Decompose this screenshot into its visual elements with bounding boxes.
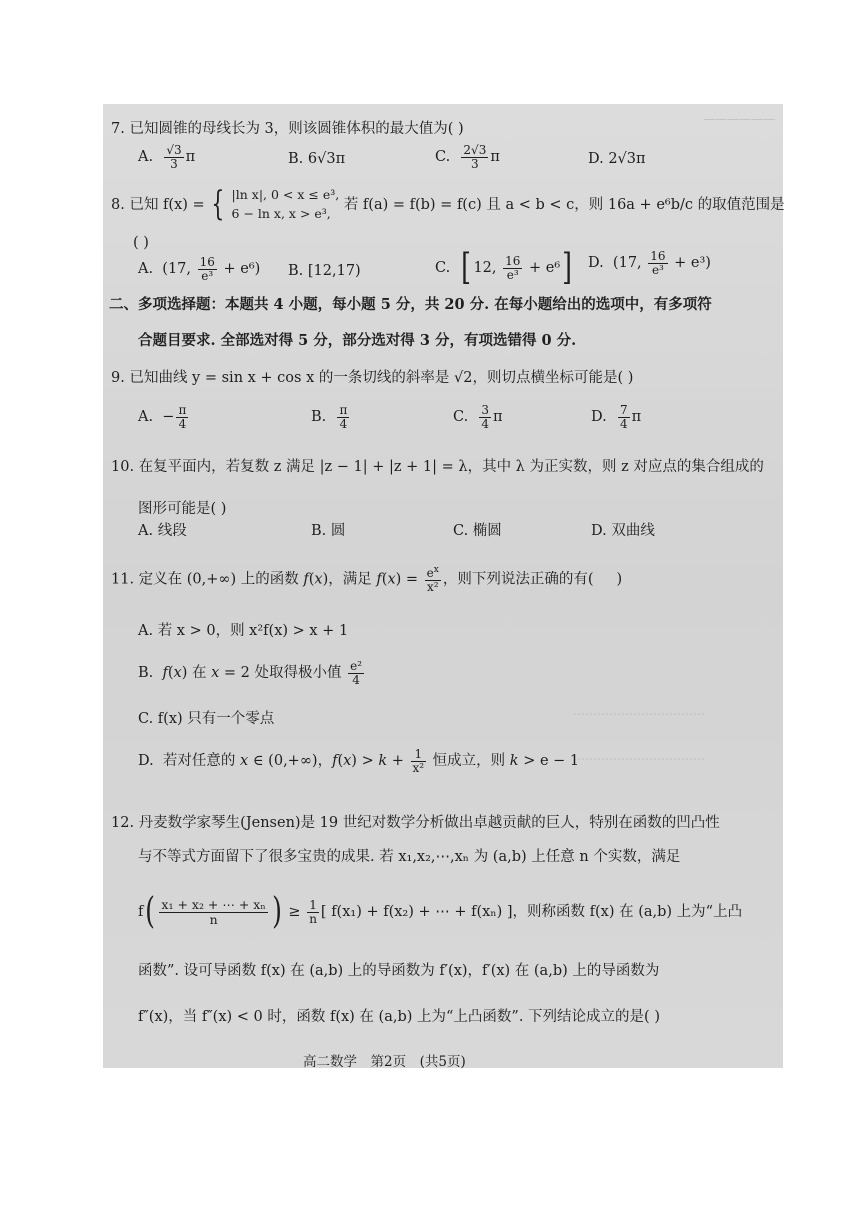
q8-case-1: |ln x|, 0 < x ≤ e³, [231, 187, 340, 202]
q7-option-a: A. $\frac{√3}{3}$ π [138, 143, 196, 171]
q11-option-d: D. 若对任意的 x ∈ (0,+∞)，f(x) > k + $\frac{1}{\text{x²}}$ 恒成立，则 k > e − 1 [138, 747, 580, 775]
q12-stem-line5: f″(x)，当 f″(x) < 0 时，函数 f(x) 在 (a,b) 上为“上凸函数”. 下列结论成立的是( ) [138, 1009, 660, 1025]
q8-case-2: 6 − ln x, x > e³, [231, 205, 331, 221]
q7-option-b: B. 6√3π [288, 151, 346, 167]
q8-paren: ( ) [133, 235, 149, 251]
q11-option-a: A. 若 x > 0，则 x²f(x) > x + 1 [138, 623, 349, 639]
q8-stem: 8. 已知 f(x) = { |ln x|, 0 < x ≤ e³, 6 − ln x, x > e³, 若 f(a) = f(b) = f(c) 且 a < b < c，则 16a + e⁶b/c 的取值范围是 [111, 184, 785, 225]
bleed-through-artwork: …………………………… [573, 749, 705, 763]
q10-stem-line2: 图形可能是( ) [138, 501, 227, 517]
bleed-through-artwork: —————— [703, 112, 775, 126]
q8-option-b: B. [12,17) [288, 263, 361, 279]
q7-option-c: C. $\frac{2√3}{3}$ π [435, 143, 500, 171]
q10-option-c: C. 椭圆 [453, 523, 502, 539]
q9-option-b: B. $\frac{\pi}{4}$ [311, 403, 348, 431]
q11-stem: 11. 定义在 (0,+∞) 上的函数 f(x)，满足 f(x) = $\frac{e^x}{\text{x²}}$ ，则下列说法正确的有( ) [111, 565, 623, 594]
q12-frac-numerator: x₁ + x₂ + ⋯ + xₙ [161, 897, 266, 913]
section2-heading-line2: 合题目要求. 全部选对得 5 分，部分选对得 3 分，有项选错得 0 分. [138, 332, 577, 349]
q9-option-a: A. − $\frac{\pi}{4}$ [138, 403, 187, 431]
q9-option-c: C. $\frac{3}{4}$ π [453, 403, 503, 431]
q8-option-c: C. [ 12, $\frac{16}{\text{e³}}$ + e⁶] [435, 247, 573, 288]
q10-option-b: B. 圆 [311, 523, 346, 539]
q10-option-a: A. 线段 [138, 523, 187, 539]
q10-stem-line1: 10. 在复平面内，若复数 z 满足 |z − 1| + |z + 1| = λ，其中 λ 为正实数，则 z 对应点的集合组成的 [111, 459, 764, 475]
q12-stem-line4: 函数”. 设可导函数 f(x) 在 (a,b) 上的导函数为 f′(x)，f′(x) 在 (a,b) 上的导函数为 [138, 963, 660, 979]
q9-option-d: D. $\frac{7}{4}$ π [591, 403, 642, 431]
q12-stem-line1: 12. 丹麦数学家琴生(Jensen)是 19 世纪对数学分析做出卓越贡献的巨人，特别在函数的凹凸性 [111, 815, 720, 831]
q7-stem: 7. 已知圆锥的母线长为 3，则该圆锥体积的最大值为( ) [111, 121, 464, 137]
q10-option-d: D. 双曲线 [591, 523, 655, 539]
q12-stem-line2: 与不等式方面留下了很多宝贵的成果. 若 x₁,x₂,⋯,xₙ 为 (a,b) 上任意 n 个实数，满足 [138, 849, 681, 865]
q11-option-b: B. f(x) 在 x = 2 处取得极小值 $\frac{\text{e²}}{4}$ [138, 659, 363, 687]
q8-option-d: D. (17, $\frac{16}{\text{e³}}$ + e³) [588, 249, 711, 277]
q8-option-a: A. (17, $\frac{16}{\text{e³}}$ + e⁶) [138, 255, 261, 283]
q12-frac-denominator: n [209, 911, 218, 927]
q9-stem: 9. 已知曲线 y = sin x + cos x 的一条切线的斜率是 √2，则切点横坐标可能是( ) [111, 370, 634, 386]
q11-option-c: C. f(x) 只有一个零点 [138, 711, 275, 727]
q7-option-d: D. 2√3π [588, 151, 646, 167]
bleed-through-artwork: …………………………… [573, 704, 705, 718]
page-footer: 高二数学 第2页 (共5页) [303, 1054, 466, 1070]
exam-page [103, 104, 783, 1068]
q12-jensen-inequality: f( $\frac{\text{x₁ + x₂ + ⋯ + xₙ}}{n}$ ) ≥ $\frac{1}{n}$ [ f(x₁) + f(x₂) + ⋯ + f(xₙ) ]，则称函数 f(x) 在 (a,b) 上为“上凸 [138, 891, 743, 932]
q12-bracket-text: [ f(x₁) + f(x₂) + ⋯ + f(xₙ) ]，则称函数 f(x) 在 (a,b) 上为“上凸 [320, 904, 743, 920]
section2-heading-line1: 二、多项选择题：本题共 4 小题，每小题 5 分，共 20 分. 在每小题给出的选项中，有多项符 [109, 296, 712, 313]
